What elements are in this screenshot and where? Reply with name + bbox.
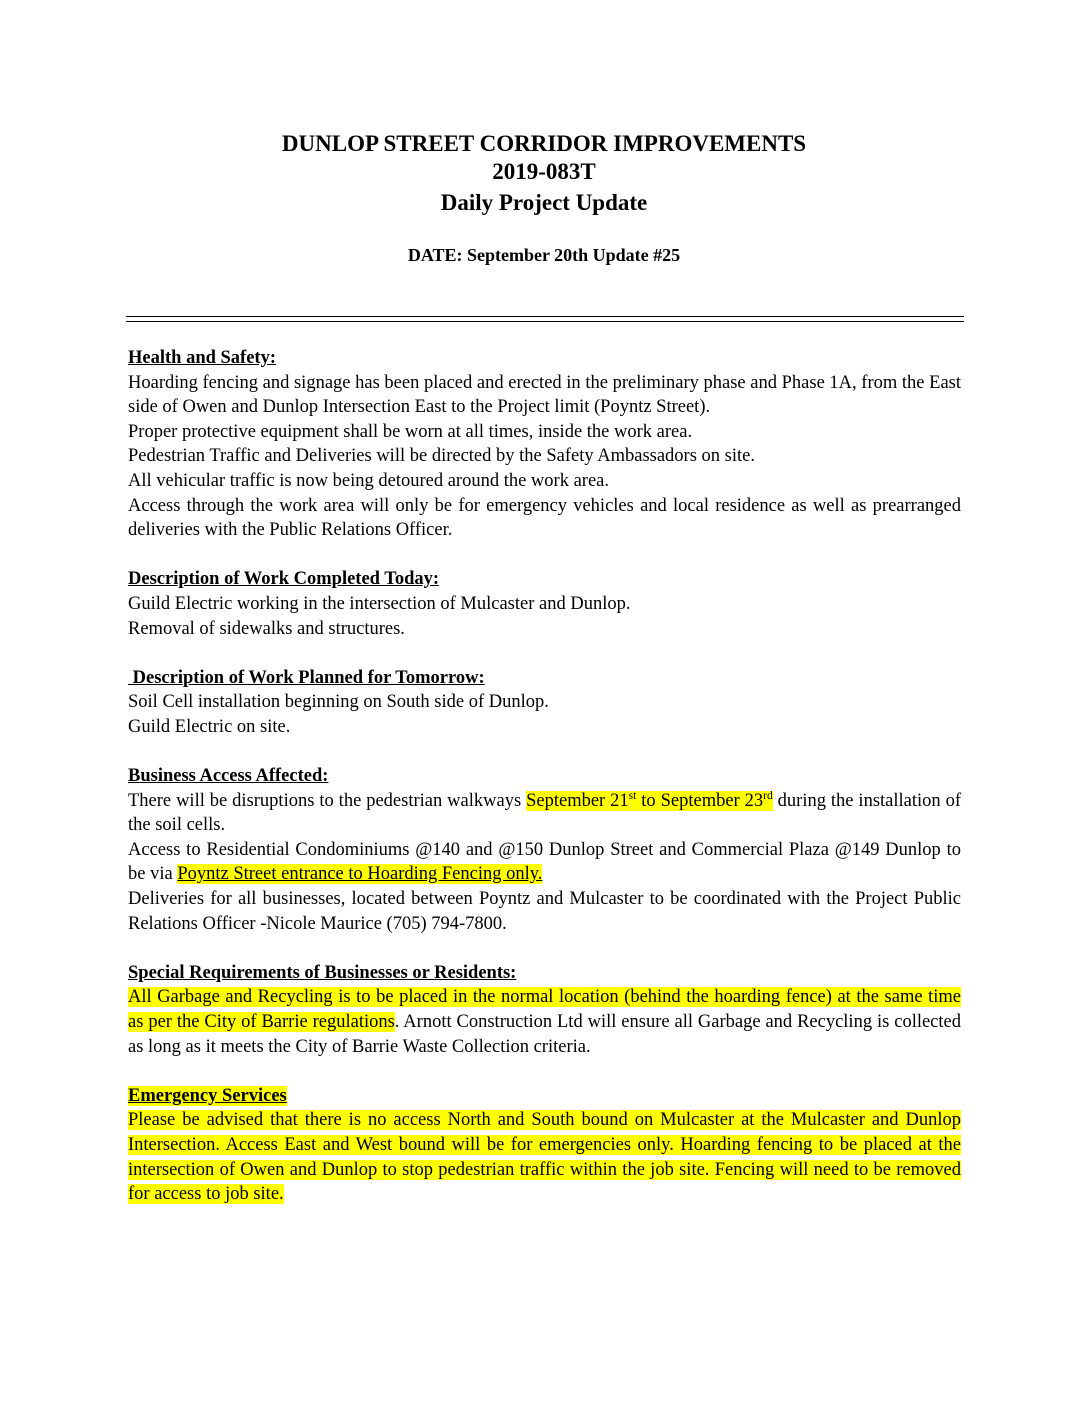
business-access-route [128, 838, 961, 887]
header-rule-bottom [126, 321, 964, 322]
start-date-suffix: st [628, 789, 637, 802]
start-date: September 21 [526, 790, 629, 811]
route-text: Access to Residential Condominiums @140 and @150 Dunlop Street and Commercial Plaza @149 Dunlop to be via [128, 839, 961, 885]
health-safety-line: Pedestrian Traffic and Deliveries will be directed by the Safety Ambassadors on site. [128, 446, 755, 467]
document-title: DUNLOP STREET CORRIDOR IMPROVEMENTS [281, 131, 807, 156]
work-planned-line: Soil Cell installation beginning on South side of Dunlop. [128, 692, 549, 713]
end-date: to September 23 [636, 790, 764, 811]
health-safety-line: Hoarding fencing and signage has been placed and erected in the preliminary phase and Phase 1A, from the East side of Owen and Dunlop Intersection East to the Project limit (Poyntz Street). [128, 372, 961, 418]
contract-number: 2019-083T [492, 159, 596, 184]
special-requirements-text [128, 985, 961, 1059]
end-date-suffix: rd [763, 789, 773, 802]
work-planned-line: Guild Electric on site. [128, 716, 291, 737]
date-line: DATE: September 20th Update #25 [407, 245, 681, 265]
health-safety-line: Access through the work area will only be for emergency vehicles and local residence as well as prearranged deliveries with the Public Relations Officer. [128, 495, 961, 541]
header-rule-top [126, 316, 964, 317]
emergency-text: Please be advised that there is no access North and South bound on Mulcaster at the Mulcaster and Dunlop Intersection. Access East and West bound will be for emergencies only. Hoarding fencing to be placed at the intersection of Owen and Dunlop to stop pedestrian traffic within the job site. Fencing will need to be removed for access to job site. [128, 1110, 961, 1205]
section-heading-health-safety: Health and Safety: [128, 348, 276, 368]
disruption-text: There will be disruptions to the pedestrian walkways [128, 790, 527, 811]
business-access-deliveries: Deliveries for all businesses, located between Poyntz and Mulcaster to be coordinated with the Project Public Relations Officer -Nicole Maurice (705) 794-7800. [128, 889, 961, 934]
garbage-highlight: All Garbage and Recycling is to be placed in the normal location (behind the hoarding fence) at the same time as per the City of Barrie regulations [128, 987, 961, 1033]
garbage-text: . Arnott Construction Ltd will ensure all Garbage and Recycling is collected as long as it meets the City of Barrie Waste Collection criteria. [128, 1012, 961, 1057]
section-heading-special-requirements: Special Requirements of Businesses or Residents: [128, 962, 517, 983]
document-body [128, 346, 961, 1207]
work-completed-line: Guild Electric working in the intersection of Mulcaster and Dunlop. [128, 593, 631, 614]
disruption-dates-highlight [526, 791, 773, 811]
work-completed-line: Removal of sidewalks and structures. [128, 618, 405, 639]
health-safety-line: All vehicular traffic is now being detoured around the work area. [128, 470, 609, 491]
emergency-text-paragraph [128, 1108, 961, 1206]
business-access-disruption [128, 789, 961, 838]
health-safety-line: Proper protective equipment shall be worn at all times, inside the work area. [128, 421, 693, 442]
emergency-heading: Emergency Services [128, 1085, 287, 1106]
route-highlight: Poyntz Street entrance to Hoarding Fencing only. [177, 864, 543, 885]
document-subtitle: Daily Project Update [440, 190, 648, 215]
section-heading-work-completed: Description of Work Completed Today: [128, 569, 440, 590]
section-heading-work-planned: Description of Work Planned for Tomorrow: [128, 667, 485, 688]
disruption-text-end: during the installation of the soil cells. [128, 790, 961, 836]
section-heading-business-access: Business Access Affected: [128, 766, 329, 787]
section-heading-emergency [128, 1084, 961, 1109]
